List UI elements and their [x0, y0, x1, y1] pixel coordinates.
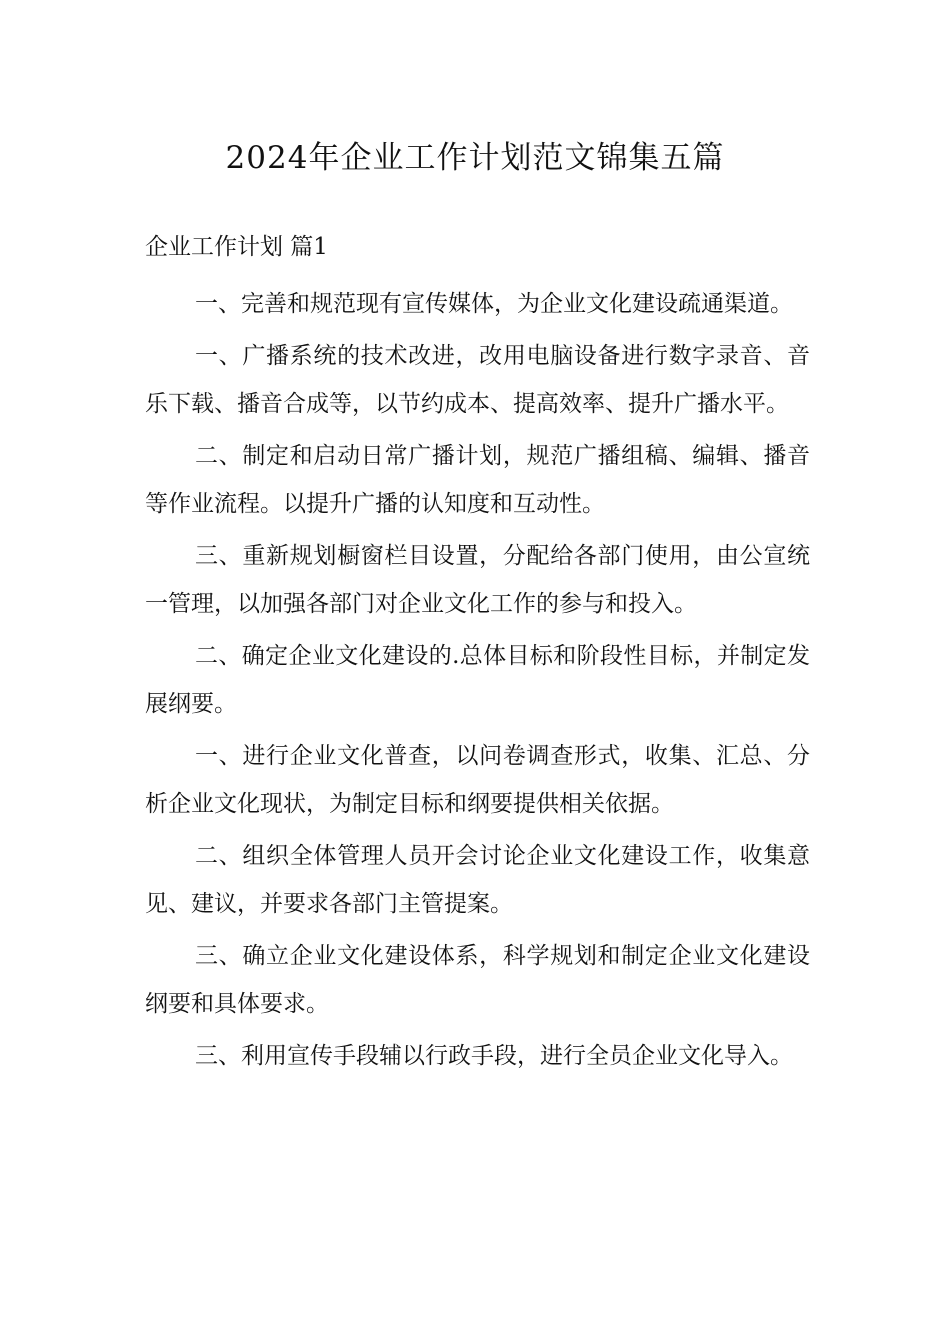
- document-body: [145, 280, 810, 1083]
- paragraph: 二、组织全体管理人员开会讨论企业文化建设工作，收集意见、建议，并要求各部门主管提案。: [145, 842, 810, 917]
- paragraph: 三、重新规划橱窗栏目设置，分配给各部门使用，由公宣统一管理，以加强各部门对企业文化工作的参与和投入。: [145, 542, 810, 617]
- paragraph: 一、广播系统的技术改进，改用电脑设备进行数字录音、音乐下载、播音合成等，以节约成本、提高效率、提升广播水平。: [145, 342, 810, 417]
- document-title: 2024年企业工作计划范文锦集五篇: [225, 140, 725, 176]
- paragraph: 一、完善和规范现有宣传媒体，为企业文化建设疏通渠道。: [195, 291, 793, 317]
- paragraph: 二、制定和启动日常广播计划，规范广播组稿、编辑、播音等作业流程。以提升广播的认知度和互动性。: [145, 442, 810, 517]
- section-heading: 企业工作计划 篇1: [145, 234, 328, 260]
- paragraph: 三、利用宣传手段辅以行政手段，进行全员企业文化导入。: [195, 1042, 793, 1069]
- paragraph: 一、进行企业文化普查，以问卷调查形式，收集、汇总、分析企业文化现状，为制定目标和纲要提供相关依据。: [145, 742, 810, 817]
- paragraph: 二、确定企业文化建设的.总体目标和阶段性目标，并制定发展纲要。: [145, 642, 810, 717]
- paragraph: 三、确立企业文化建设体系，科学规划和制定企业文化建设纲要和具体要求。: [145, 942, 810, 1017]
